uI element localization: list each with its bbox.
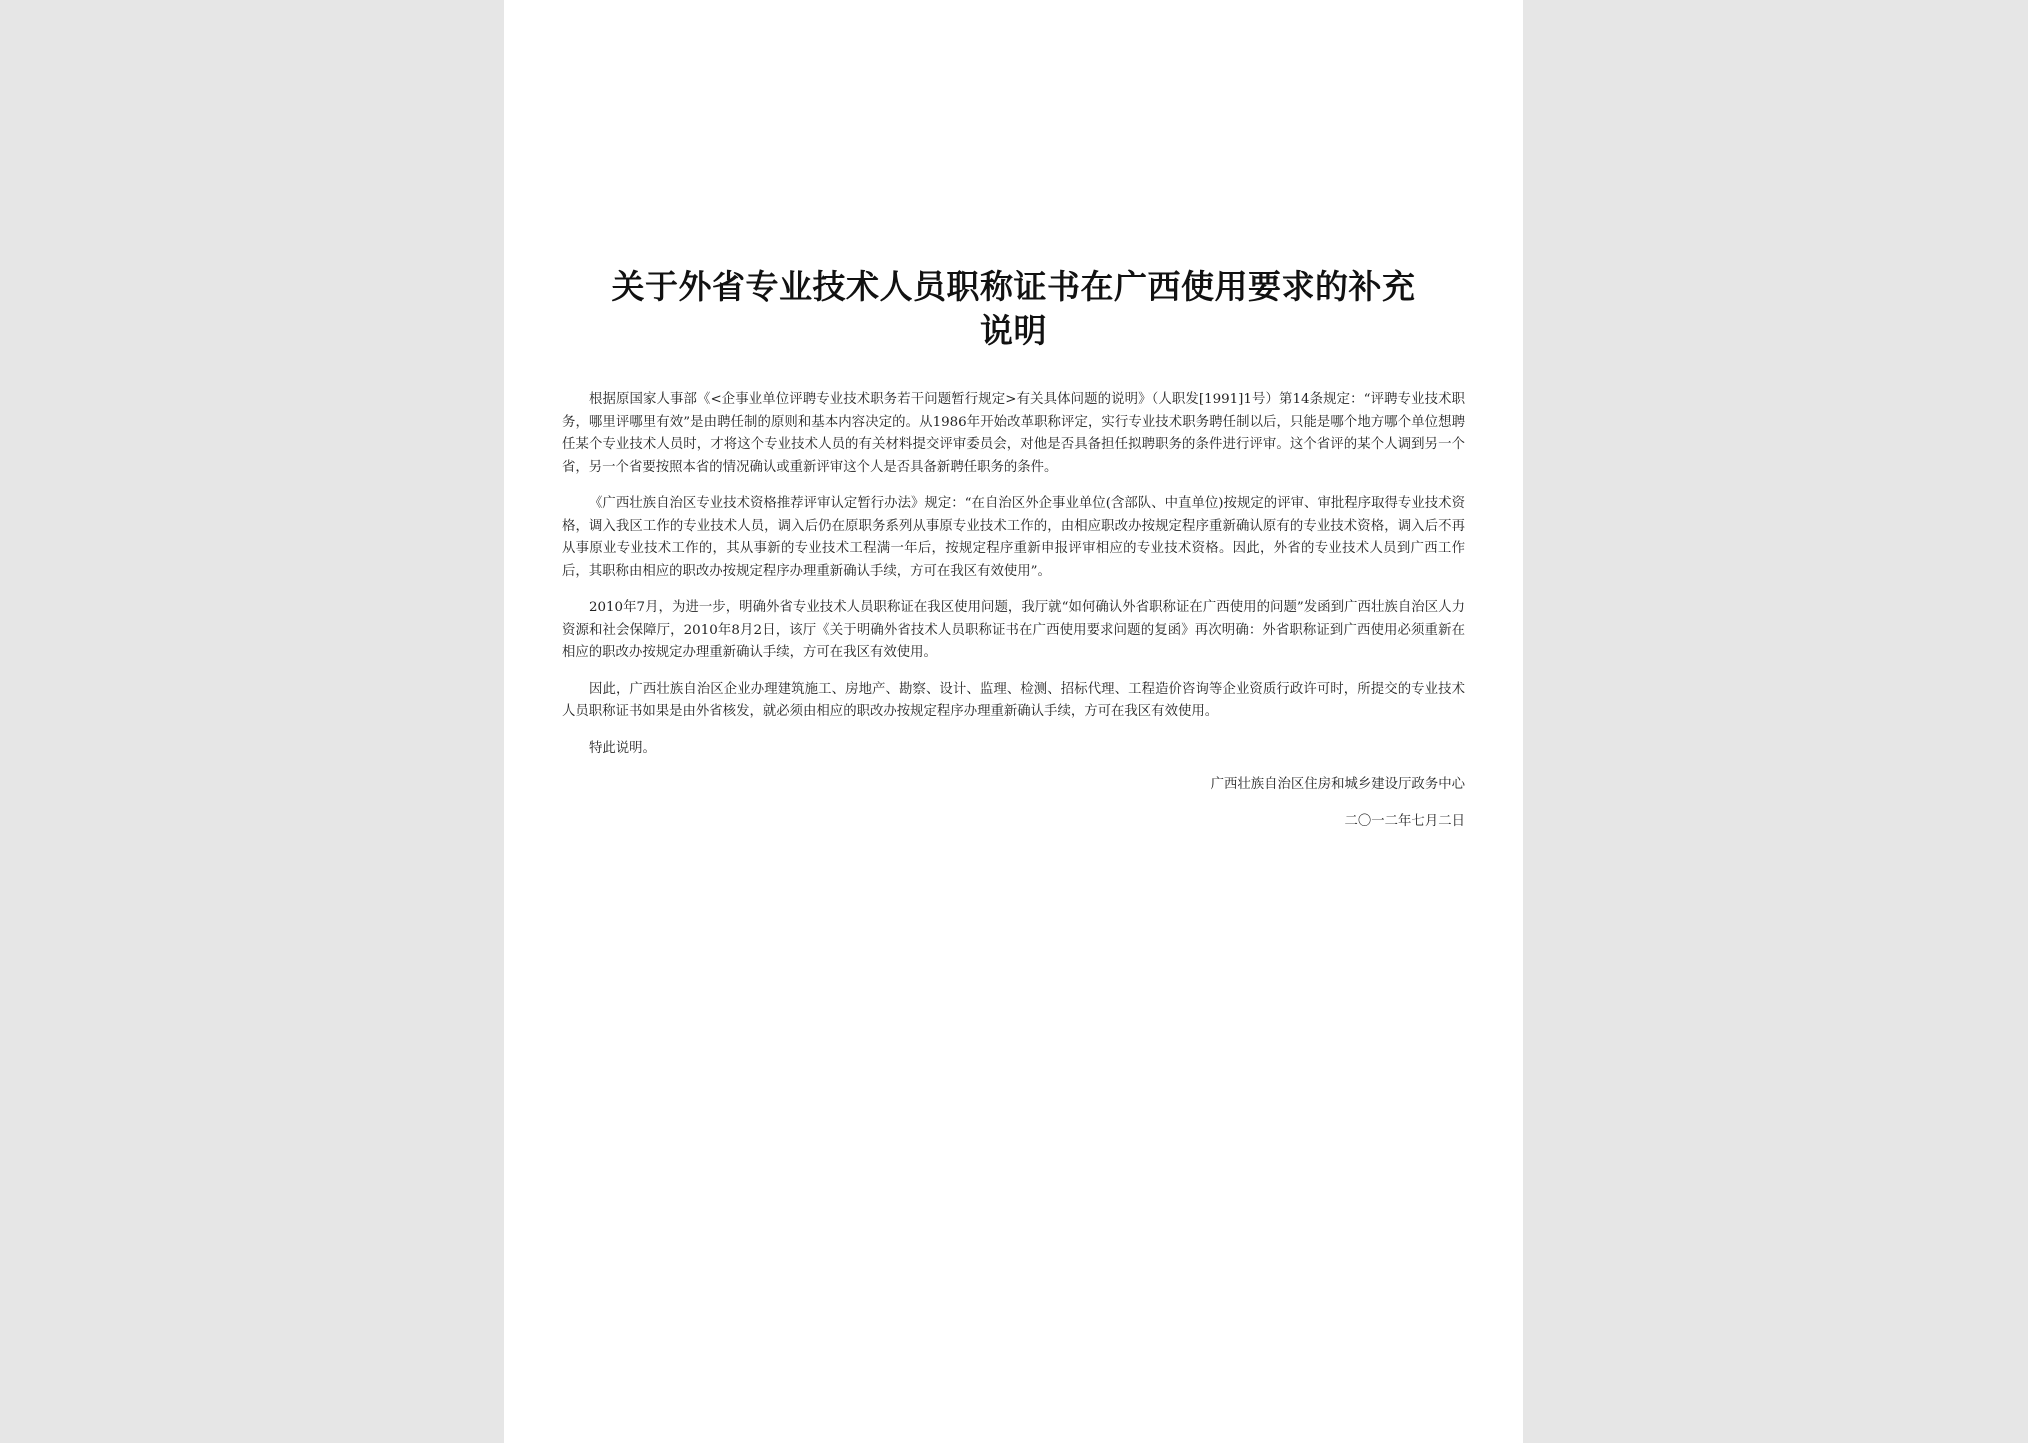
paragraph-3: 2010年7月，为进一步，明确外省专业技术人员职称证在我区使用问题，我厅就“如何确认外省职称证在广西使用的问题”发函到广西壮族自治区人力资源和社会保障厅，2010年8月2日，该厅《关于明确外省技术人员职称证书在广西使用要求问题的复函》再次明确：外省职称证到广西使用必须重新在相应的职改办按规定办理重新确认手续，方可在我区有效使用。 bbox=[562, 600, 1465, 660]
title-line-1: 关于外省专业技术人员职称证书在广西使用要求的补充 bbox=[611, 267, 1416, 306]
document-title bbox=[562, 265, 1465, 353]
paragraph-4: 因此，广西壮族自治区企业办理建筑施工、房地产、勘察、设计、监理、检测、招标代理、工程造价咨询等企业资质行政许可时，所提交的专业技术人员职称证书如果是由外省核发，就必须由相应的职改办按规定程序办理重新确认手续，方可在我区有效使用。 bbox=[562, 681, 1465, 719]
title-line-2: 说明 bbox=[980, 311, 1047, 350]
issue-date: 二〇一二年七月二日 bbox=[1344, 813, 1465, 829]
closing-remark: 特此说明。 bbox=[589, 740, 656, 756]
document-page bbox=[504, 0, 1523, 1443]
paragraph-2: 《广西壮族自治区专业技术资格推荐评审认定暂行办法》规定：“在自治区外企事业单位(含部队、中直单位)按规定的评审、审批程序取得专业技术资格，调入我区工作的专业技术人员，调入后仍在原职务系列从事原专业技术工作的，由相应职改办按规定程序重新确认原有的专业技术资格，调入后不再从事原业专业技术工作的，其从事新的专业技术工程满一年后，按规定程序重新申报评审相应的专业技术资格。因此，外省的专业技术人员到广西工作后，其职称由相应的职改办按规定程序办理重新确认手续，方可在我区有效使用”。 bbox=[562, 496, 1465, 579]
paragraph-1: 根据原国家人事部《<企事业单位评聘专业技术职务若干问题暂行规定>有关具体问题的说明》（人职发[1991]1号）第14条规定：“评聘专业技术职务，哪里评哪里有效”是由聘任制的原则和基本内容决定的。从1986年开始改革职称评定，实行专业技术职务聘任制以后，只能是哪个地方哪个单位想聘任某个专业技术人员时，才将这个专业技术人员的有关材料提交评审委员会，对他是否具备担任拟聘职务的条件进行评审。这个省评的某个人调到另一个省，另一个省要按照本省的情况确认或重新评审这个人是否具备新聘任职务的条件。 bbox=[562, 392, 1465, 475]
issuer-signature: 广西壮族自治区住房和城乡建设厅政务中心 bbox=[1210, 777, 1465, 792]
